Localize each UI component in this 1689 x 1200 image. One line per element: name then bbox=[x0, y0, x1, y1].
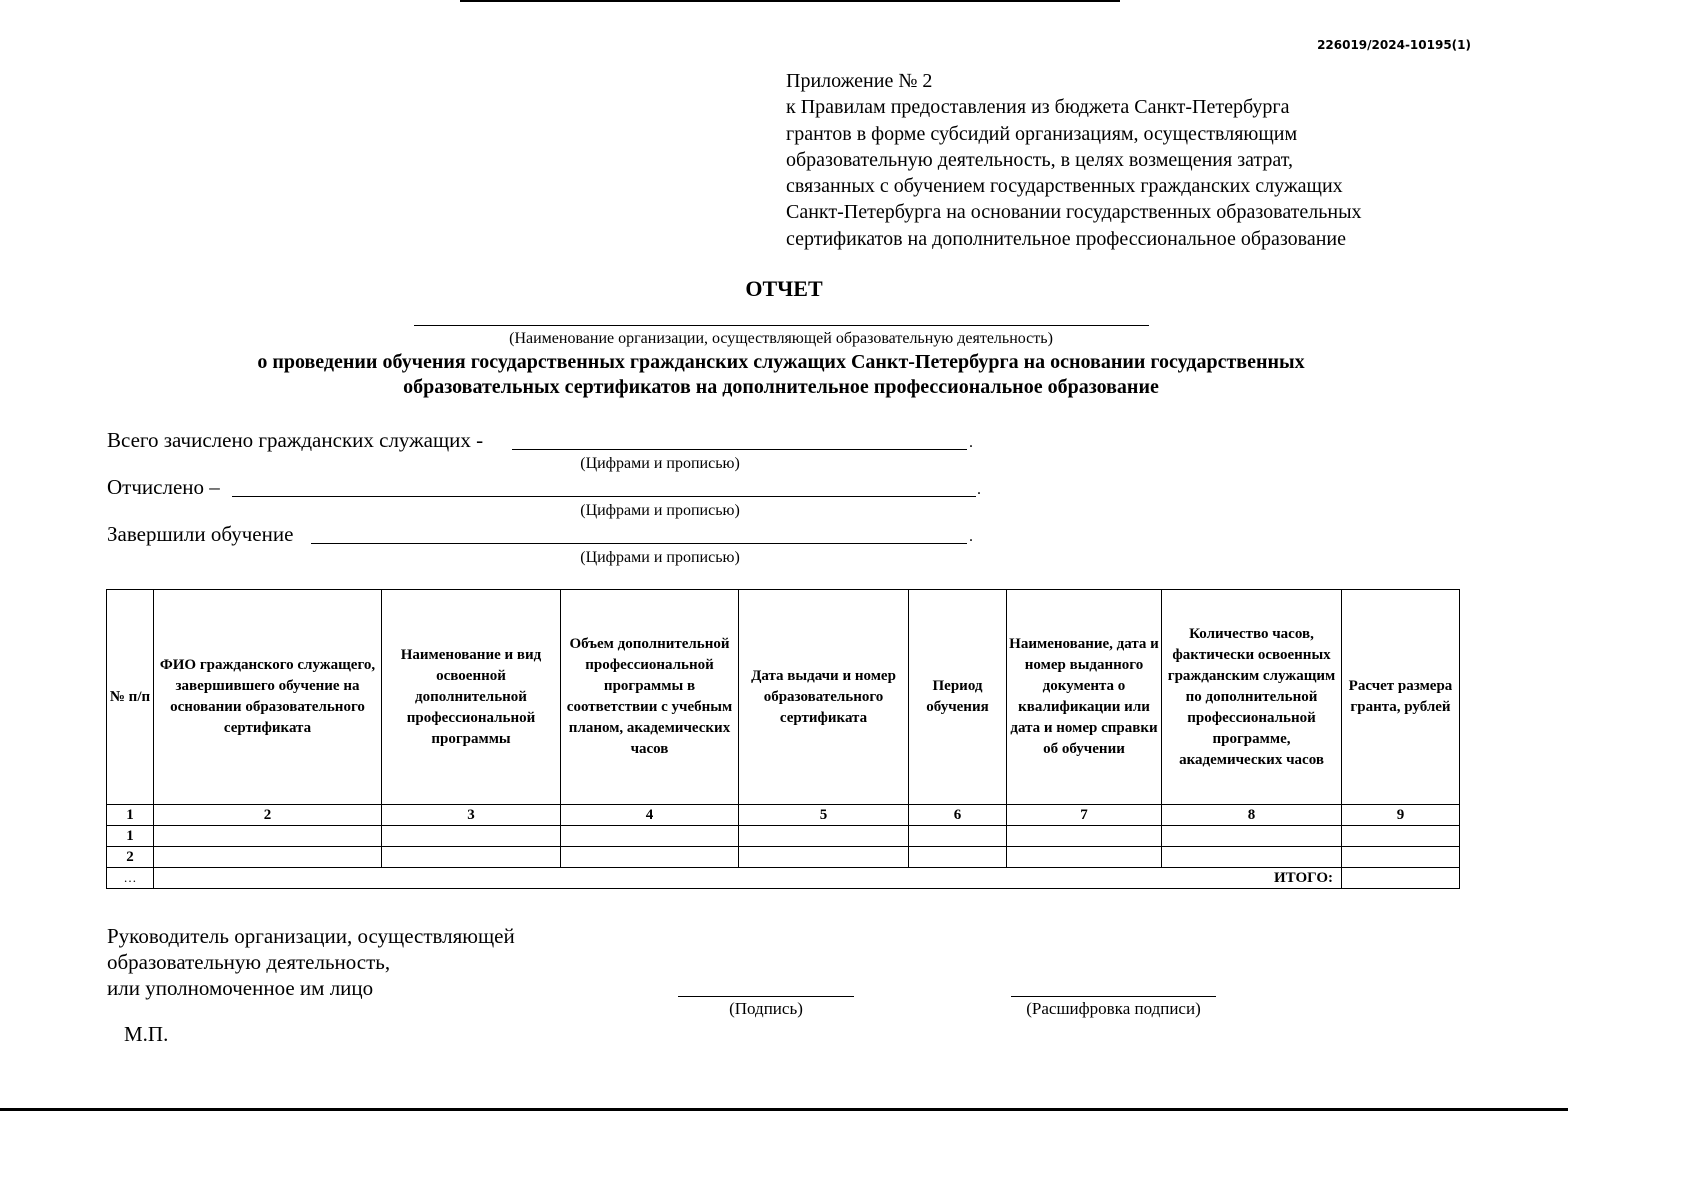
document-number: 226019/2024-10195(1) bbox=[1317, 38, 1471, 52]
enrolled-label: Всего зачислено гражданских служащих - bbox=[107, 428, 484, 452]
report-title: ОТЧЕТ bbox=[745, 276, 823, 301]
appendix-block bbox=[786, 68, 1506, 252]
appendix-line: к Правилам предоставления из бюджета Санкт-Петербурга bbox=[786, 96, 1290, 119]
table-cell[interactable] bbox=[909, 847, 1007, 868]
report-table bbox=[106, 589, 1460, 889]
table-cell[interactable] bbox=[382, 826, 561, 847]
signature-decode-field[interactable] bbox=[1011, 996, 1216, 997]
header-cell: Объем дополнительной профессиональной программы в соответствии с учебным планом, академических часов bbox=[561, 590, 739, 805]
appendix-line: Санкт-Петербурга на основании государственных образовательных bbox=[786, 201, 1362, 224]
expelled-hint: (Цифрами и прописью) bbox=[580, 502, 740, 519]
table-cell[interactable] bbox=[1007, 847, 1162, 868]
header-cell: Расчет размера гранта, рублей bbox=[1342, 590, 1460, 805]
signature-decode-hint: (Расшифровка подписи) bbox=[1026, 999, 1201, 1018]
row-number: 1 bbox=[107, 826, 154, 847]
table-cell[interactable] bbox=[1007, 826, 1162, 847]
table-cell[interactable] bbox=[154, 847, 382, 868]
completed-end-mark: . bbox=[969, 528, 973, 545]
table-cell[interactable] bbox=[561, 847, 739, 868]
column-number: 4 bbox=[561, 805, 739, 826]
header-cell: ФИО гражданского служащего, завершившего обучение на основании образовательного сертификата bbox=[154, 590, 382, 805]
appendix-line: сертификатов на дополнительное профессиональное образование bbox=[786, 227, 1347, 250]
row-ellipsis: … bbox=[107, 868, 154, 889]
completed-label: Завершили обучение bbox=[107, 522, 294, 546]
table-cell[interactable] bbox=[909, 826, 1007, 847]
header-cell: Наименование и вид освоенной дополнительной профессиональной программы bbox=[382, 590, 561, 805]
signatory-line: или уполномоченное им лицо bbox=[107, 976, 374, 1000]
header-cell: Количество часов, фактически освоенных гражданским служащим по дополнительной профессиональной программе, академических часов bbox=[1162, 590, 1342, 805]
total-value-cell[interactable] bbox=[1342, 868, 1460, 889]
column-number: 6 bbox=[909, 805, 1007, 826]
signatory-line: образовательную деятельность, bbox=[107, 950, 391, 974]
appendix-line: грантов в форме субсидий организациям, осуществляющим bbox=[786, 122, 1298, 145]
table-cell[interactable] bbox=[1162, 826, 1342, 847]
column-number: 5 bbox=[739, 805, 909, 826]
table-row bbox=[107, 847, 1460, 868]
signatory-block bbox=[107, 923, 515, 1001]
bottom-border-line bbox=[0, 1108, 1568, 1111]
table-cell[interactable] bbox=[1162, 847, 1342, 868]
signature-field[interactable] bbox=[678, 996, 854, 997]
table-row bbox=[107, 826, 1460, 847]
table-cell[interactable] bbox=[739, 847, 909, 868]
header-cell: № п/п bbox=[107, 590, 154, 805]
appendix-line: Приложение № 2 bbox=[786, 70, 933, 92]
table-cell[interactable] bbox=[561, 826, 739, 847]
table-cell[interactable] bbox=[1342, 847, 1460, 868]
expelled-label: Отчислено – bbox=[107, 475, 220, 499]
signature-hint: (Подпись) bbox=[729, 999, 803, 1018]
header-cell: Наименование, дата и номер выданного документа о квалификации или дата и номер справки об обучении bbox=[1007, 590, 1162, 805]
completed-field[interactable] bbox=[311, 543, 967, 544]
total-label: ИТОГО: bbox=[154, 868, 1342, 889]
appendix-line: образовательную деятельность, в целях возмещения затрат, bbox=[786, 148, 1294, 171]
top-border-line bbox=[460, 0, 1120, 2]
subtitle-line: о проведении обучения государственных гражданских служащих Санкт-Петербурга на основании государственных bbox=[257, 351, 1305, 373]
enrolled-hint: (Цифрами и прописью) bbox=[580, 455, 740, 472]
table-header-row bbox=[107, 590, 1460, 805]
column-number: 1 bbox=[107, 805, 154, 826]
enrolled-end-mark: . bbox=[969, 434, 973, 451]
signatory-line: Руководитель организации, осуществляющей bbox=[107, 924, 515, 948]
row-number: 2 bbox=[107, 847, 154, 868]
organization-name-hint: (Наименование организации, осуществляющей образовательную деятельность) bbox=[509, 330, 1053, 347]
column-number: 8 bbox=[1162, 805, 1342, 826]
table-cell[interactable] bbox=[1342, 826, 1460, 847]
column-number: 9 bbox=[1342, 805, 1460, 826]
header-cell: Период обучения bbox=[909, 590, 1007, 805]
enrolled-field[interactable] bbox=[512, 449, 967, 450]
table-cell[interactable] bbox=[382, 847, 561, 868]
completed-hint: (Цифрами и прописью) bbox=[580, 549, 740, 566]
expelled-field[interactable] bbox=[232, 496, 976, 497]
column-number: 7 bbox=[1007, 805, 1162, 826]
column-number: 2 bbox=[154, 805, 382, 826]
column-number: 3 bbox=[382, 805, 561, 826]
column-number-row bbox=[107, 805, 1460, 826]
subtitle-line: образовательных сертификатов на дополнительное профессиональное образование bbox=[403, 376, 1159, 398]
appendix-line: связанных с обучением государственных гражданских служащих bbox=[786, 175, 1343, 198]
total-row bbox=[107, 868, 1460, 889]
stamp-place: М.П. bbox=[124, 1022, 169, 1046]
table-cell[interactable] bbox=[154, 826, 382, 847]
organization-name-field[interactable] bbox=[414, 325, 1149, 326]
report-subtitle bbox=[0, 350, 1562, 400]
expelled-end-mark: . bbox=[977, 481, 981, 498]
table-cell[interactable] bbox=[739, 826, 909, 847]
header-cell: Дата выдачи и номер образовательного сертификата bbox=[739, 590, 909, 805]
